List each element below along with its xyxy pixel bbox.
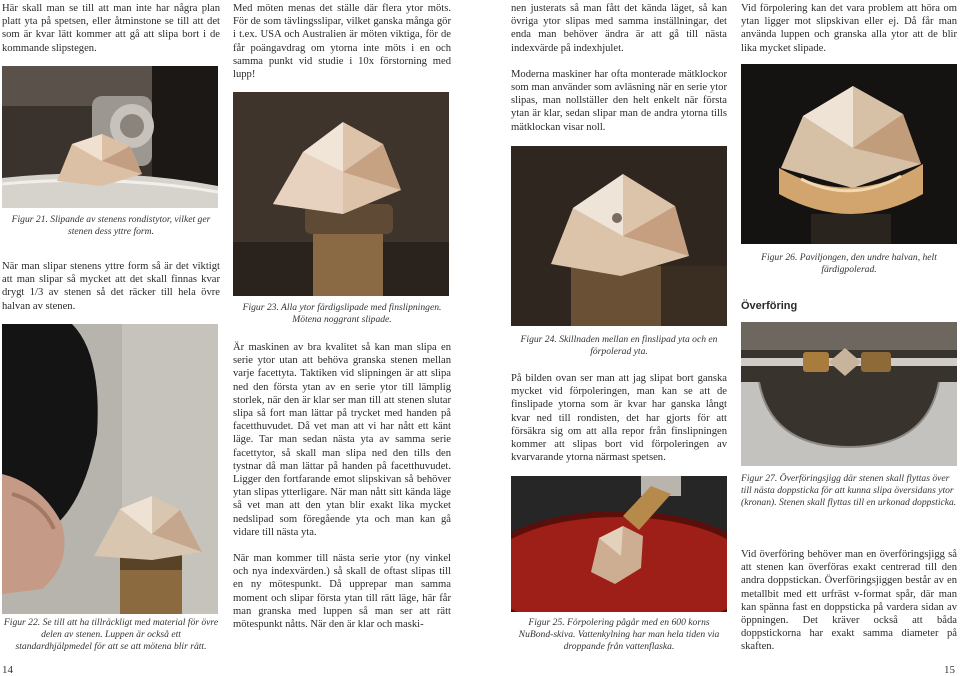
column2-body [233,341,451,631]
column3-paragraph3: På bilden ovan ser man att jag slipat bort ganska mycket vid förpoleringen, man kan se att de finslipade ytorna som är kvar har ganska långt kvar ned till rondisten, det har gjorts för att försäkra sig om att alla repor från finslipningen kommer att slipas bort vid förpoleringen av kvarvarande ytorna närmast spetsen. [511,373,727,464]
figure27-photo [741,322,957,466]
figure25-photo [511,476,727,612]
page-number-left: 14 [2,664,13,676]
body-paragraph: När man slipar stenens yttre form så är det viktigt att man slipar så mycket att det skall finnas kvar drygt 1/3 av stenen så det räcker till hela övre halvan av stenen. [2,261,220,312]
figure26-caption: Figur 26. Paviljongen, den undre halvan, helt färdigpolerad. [761,252,937,275]
figure23-photo [233,92,449,296]
column3-paragraph2: Moderna maskiner har ofta monterade mätklockor som man använder som avläsning när en serie ytor slipas, man nollställer den helt enkelt när första ytan är klar, sedan slipar man de andra ytorna tills mätklockan visar noll. [511,68,727,133]
figure23-caption: Figur 23. Alla ytor färdigslipade med finslipningen. Mötena noggrant slipade. [242,302,442,325]
column2-body-part2: När man kommer till nästa serie ytor (ny vinkel och nya indexvärden.) så skall de oftast slipas till en ny mötespunkt. Då upprepar man samma moment och slipar första ytan till rätt läge, här får man granska med luppen så man ser att rätt mötespunkt nåtts. När den är klar och maski- [233,553,451,631]
column2-paragraph: Med möten menas det ställe där flera ytor möts. För de som tävlingsslipar, vilket ganska många gör i t.ex. USA och Australien är möten viktiga, för de får poängavdrag om ytorna inte möts i en och samma punkt vid studie i 10x förstorning med lupp! [233,3,451,81]
column4-paragraph: Vid förpolering kan det vara problem att höra om ytan ligger mot slipskivan eller ej. Då får man använda luppen och granska alla ytor att de blir lika mycket slipade. [741,3,957,54]
figure24-photo [511,146,727,326]
column3-paragraph1: nen justerats så man fått det kända läget, så kan övriga ytor slipas med samma inställningar, det enda man behöver ändra är att gå till nästa indexvärde på indexhjulet. [511,3,727,54]
page-number-right: 15 [944,664,955,676]
column2-body-part1: Är maskinen av bra kvalitet så kan man slipa en serie ytor utan att behöva granska stenen mellan varje facettyta. Taktiken vid slipningen är att slipa ned den första ytan av en serie ytor till lämplig storlek, när den är klar ser man till att stenen slutar slipa så fort man lättar på trycket med handen på facetthuvudet. Då vet man att vi har nått ett känt läge. Tar man sedan nästa yta av samma serie facettytor, så skall man slipa ned den tills den tystnar då man lättar på handen på facetthuvudet. Ligger den fortfarande emot slipskivan så behöver ytan slipas ytterligare. När man nått sitt kända läge så vet man att den ytan blir exakt lika mycket nedslipad som föregående yta och man kan gå vidare till nästa yta. [233,342,451,538]
figure22-caption: Figur 22. Se till att ha tillräckligt med material för övre delen av stenen. Luppen är också ett standardhjälpmedel för att se att mötena blir rätt. [3,617,219,652]
figure21-photo [2,66,218,208]
figure27-caption: Figur 27. Överföringsjigg där stenen skall flyttas över till nästa doppsticka för att kunna slipa översidans ytor (kronan). Stenen skall flyttas till en urkonad doppsticka. [741,473,957,508]
section-heading: Överföring [741,300,798,312]
figure25-caption: Figur 25. Förpolering pågår med en 600 korns NuBond-skiva. Vattenkylning har man hela tiden via droppande från vattenflaska. [518,617,720,652]
figure21-caption: Figur 21. Slipande av stenens rondistytor, vilket ger stenen dess yttre form. [11,214,211,237]
figure22-photo [2,324,218,614]
column3-body [511,2,727,134]
intro-paragraph: Här skall man se till att man inte har några plan platt yta på spetsen, eller åtminstone se till att det som är kvar lätt kommer att gå att slipa bort i de kommande slipstegen. [2,3,220,54]
figure24-caption: Figur 24. Skillnaden mellan en finslipad yta och en förpolerad yta. [520,334,718,357]
figure26-photo [741,64,957,244]
column4-body: Vid överföring behöver man en överföringsjigg så att stenen kan överföras exakt centrerad till den andra doppstickan. Överföringsjiggen består av en metallbit med ett urfräst v-format spår, där man kan spänna fast en doppsticka på vardera sidan av öppningen. Det kräver också att båda doppstickorna har exakt samma diameter på skaften. [741,549,957,653]
